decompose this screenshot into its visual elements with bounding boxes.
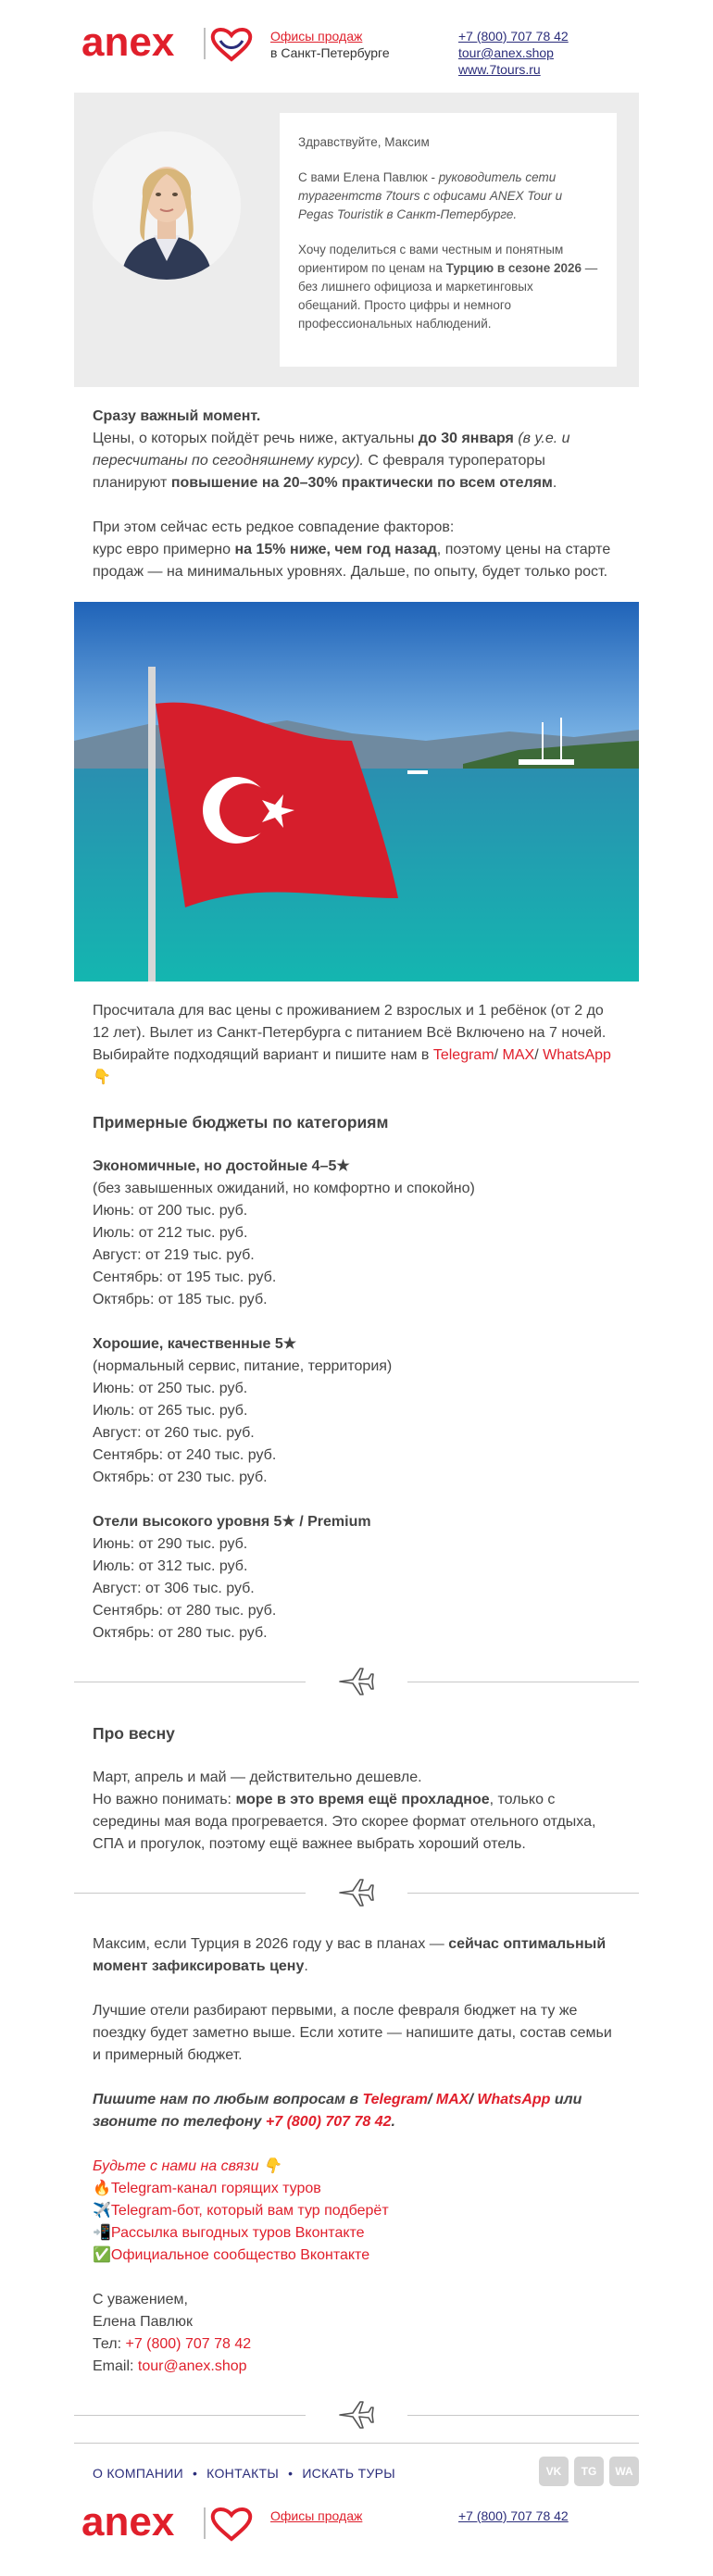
price-row: Сентябрь: от 280 тыс. руб.: [93, 1603, 277, 1619]
avatar-photo: [93, 131, 241, 280]
header-contacts: [458, 28, 569, 78]
airplane-icon: [338, 1663, 375, 1700]
closing-paragraph-3: Пишите нам по любым вопросам в Telegram/ MAX/ WhatsApp или звоните по телефону +7 (800) 707 78 42.: [93, 2092, 582, 2130]
offices-link[interactable]: Офисы продаж: [270, 29, 363, 44]
factors-paragraph: При этом сейчас есть редкое совпадение факторов: курс евро примерно на 15% ниже, чем год назад, поэтому цены на старте продаж — на минимальных уровнях. Дальше, по опыту, будет только рост.: [93, 519, 611, 580]
category-name: Хорошие, качественные 5★: [93, 1336, 297, 1352]
intro-block: [74, 93, 639, 387]
price-row: Октябрь: от 185 тыс. руб.: [93, 1292, 268, 1307]
price-row: Сентябрь: от 240 тыс. руб.: [93, 1447, 277, 1463]
price-row: Июнь: от 250 тыс. руб.: [93, 1381, 248, 1396]
footer-link-contacts[interactable]: КОНТАКТЫ: [206, 2466, 280, 2481]
spring-line-1: Март, апрель и май — действительно дешевле.: [93, 1769, 422, 1785]
plane-divider: [74, 1865, 639, 1920]
budget-category-economy: [93, 1156, 620, 1311]
footer-link-search[interactable]: ИСКАТЬ ТУРЫ: [302, 2466, 395, 2481]
spring-line-2: Но важно понимать: море в это время ещё прохладное, только с середины мая вода прогревается. Это скорее формат отельного отдыха, СПА и прогулок, поэтому ещё важнее выбрать хороший отель.: [93, 1792, 596, 1852]
important-title: Сразу важный момент.: [93, 408, 261, 424]
signature-phone: Тел: +7 (800) 707 78 42: [93, 2336, 252, 2352]
regards: С уважением,: [93, 2292, 188, 2307]
price-row: Июль: от 312 тыс. руб.: [93, 1558, 248, 1574]
anex-logo[interactable]: [81, 2504, 253, 2545]
price-row: Август: от 219 тыс. руб.: [93, 1247, 255, 1263]
intro-paragraph-1: С вами Елена Павлюк - руководитель сети турагентств 7tours с офисами ANEX Tour и Pegas Touristik в Санкт-Петербурге.: [298, 170, 563, 221]
category-name: Отели высокого уровня 5★ / Premium: [93, 1514, 371, 1530]
price-row: Июнь: от 200 тыс. руб.: [93, 1203, 248, 1219]
spring-title: Про весну: [93, 1724, 175, 1743]
header-phone-link[interactable]: +7 (800) 707 78 42: [458, 29, 569, 44]
offices-city: в Санкт-Петербурге: [270, 45, 390, 60]
vk-community-link[interactable]: ✅Официальное сообщество Вконтакте: [93, 2247, 370, 2263]
intro-letter: [280, 113, 617, 367]
footer-link-about[interactable]: О КОМПАНИИ: [93, 2466, 183, 2481]
price-row: Июнь: от 290 тыс. руб.: [93, 1536, 248, 1552]
telegram-link[interactable]: Telegram: [362, 2092, 428, 2107]
offices-link[interactable]: Офисы продаж: [270, 2508, 363, 2523]
price-row: Июль: от 265 тыс. руб.: [93, 1403, 248, 1419]
logo-text: anex: [81, 24, 175, 65]
price-row: Октябрь: от 230 тыс. руб.: [93, 1469, 268, 1485]
price-row: Август: от 306 тыс. руб.: [93, 1581, 255, 1596]
footer-header-repeat: [74, 2498, 639, 2545]
telegram-bot-link[interactable]: ✈️Telegram-бот, который вам тур подберёт: [93, 2203, 389, 2219]
anex-logo[interactable]: [81, 24, 253, 65]
airplane-icon: [338, 1874, 375, 1911]
category-note: (без завышенных ожиданий, но комфортно и спокойно): [93, 1181, 475, 1196]
price-row: Август: от 260 тыс. руб.: [93, 1425, 255, 1441]
category-name: Экономичные, но достойные 4–5★: [93, 1158, 350, 1174]
telegram-link[interactable]: Telegram: [432, 1047, 494, 1063]
footer-phone-link[interactable]: +7 (800) 707 78 42: [458, 2508, 569, 2523]
pointing-down-icon: 👇: [93, 1069, 111, 1085]
budget-category-good: [93, 1333, 620, 1489]
intro-paragraph-2: Хочу поделиться с вами честным и понятным ориентиром по ценам на Турцию в сезоне 2026 — без лишнего официоза и маркетинговых обещаний. Просто цифры и немного профессиональных наблюдений.: [298, 243, 598, 331]
turkey-flag-hero-image: [74, 602, 639, 982]
vk-icon[interactable]: VK: [539, 2457, 569, 2486]
telegram-channel-link[interactable]: 🔥Telegram-канал горящих туров: [93, 2181, 321, 2196]
max-link[interactable]: MAX: [502, 1047, 535, 1063]
header-site-link[interactable]: www.7tours.ru: [458, 62, 541, 77]
calc-paragraph: Просчитала для вас цены с проживанием 2 взрослых и 1 ребёнок (от 2 до 12 лет). Вылет из Санкт-Петербурга с питанием Всё Включено на 7 ночей. Выбирайте подходящий вариант и пишите нам в Telegram/ MAX/ WhatsApp 👇: [93, 1003, 611, 1085]
category-note: (нормальный сервис, питание, территория): [93, 1358, 393, 1374]
telegram-icon[interactable]: TG: [574, 2457, 604, 2486]
max-link[interactable]: MAX: [435, 2092, 469, 2107]
closing-section: [74, 1933, 639, 2378]
signature-email: Email: tour@anex.shop: [93, 2358, 247, 2374]
header: [74, 0, 639, 93]
logo-text: anex: [81, 2504, 175, 2545]
social-icons: [539, 2457, 639, 2486]
email-container: [74, 0, 639, 2545]
signature-name: Елена Павлюк: [93, 2314, 193, 2330]
signature-phone-link[interactable]: +7 (800) 707 78 42: [125, 2336, 252, 2352]
plane-divider: [74, 2387, 639, 2443]
important-section: [74, 406, 639, 583]
whatsapp-icon[interactable]: WA: [609, 2457, 639, 2486]
calc-section: [74, 1000, 639, 1644]
spring-section: [74, 1722, 639, 1856]
whatsapp-link[interactable]: WhatsApp: [477, 2092, 551, 2107]
plane-divider: [74, 1654, 639, 1709]
footer-nav: О КОМПАНИИ • КОНТАКТЫ • ИСКАТЬ ТУРЫ VK TG WA: [74, 2443, 639, 2498]
price-row: Октябрь: от 280 тыс. руб.: [93, 1625, 268, 1641]
important-paragraph: Цены, о которых пойдёт речь ниже, актуальны до 30 января (в у.е. и пересчитаны по сегодняшнему курсу). С февраля туроператоры планируют повышение на 20–30% практически по всем отелям.: [93, 431, 570, 491]
budget-category-premium: [93, 1511, 620, 1644]
whatsapp-link[interactable]: WhatsApp: [543, 1047, 611, 1063]
airplane-icon: [338, 2396, 375, 2433]
price-row: Сентябрь: от 195 тыс. руб.: [93, 1269, 277, 1285]
contact-title: Будьте с нами на связи 👇: [93, 2158, 281, 2174]
greeting: Здравствуйте, Максим: [298, 135, 430, 149]
phone-link[interactable]: +7 (800) 707 78 42: [265, 2114, 392, 2130]
signature-email-link[interactable]: tour@anex.shop: [137, 2358, 247, 2374]
price-row: Июль: от 212 тыс. руб.: [93, 1225, 248, 1241]
closing-paragraph-2: Лучшие отели разбирают первыми, а после февраля бюджет на ту же поездку будет заметно выше. Если хотите — напишите даты, состав семьи и примерный бюджет.: [93, 2003, 612, 2063]
closing-paragraph-1: Максим, если Турция в 2026 году у вас в планах — сейчас оптимальный момент зафиксировать цену.: [93, 1936, 607, 1974]
header-offices: [270, 28, 390, 61]
vk-mailing-link[interactable]: 📲Рассылка выгодных туров Вконтакте: [93, 2225, 365, 2241]
header-email-link[interactable]: tour@anex.shop: [458, 45, 554, 60]
budgets-title: Примерные бюджеты по категориям: [93, 1113, 389, 1132]
